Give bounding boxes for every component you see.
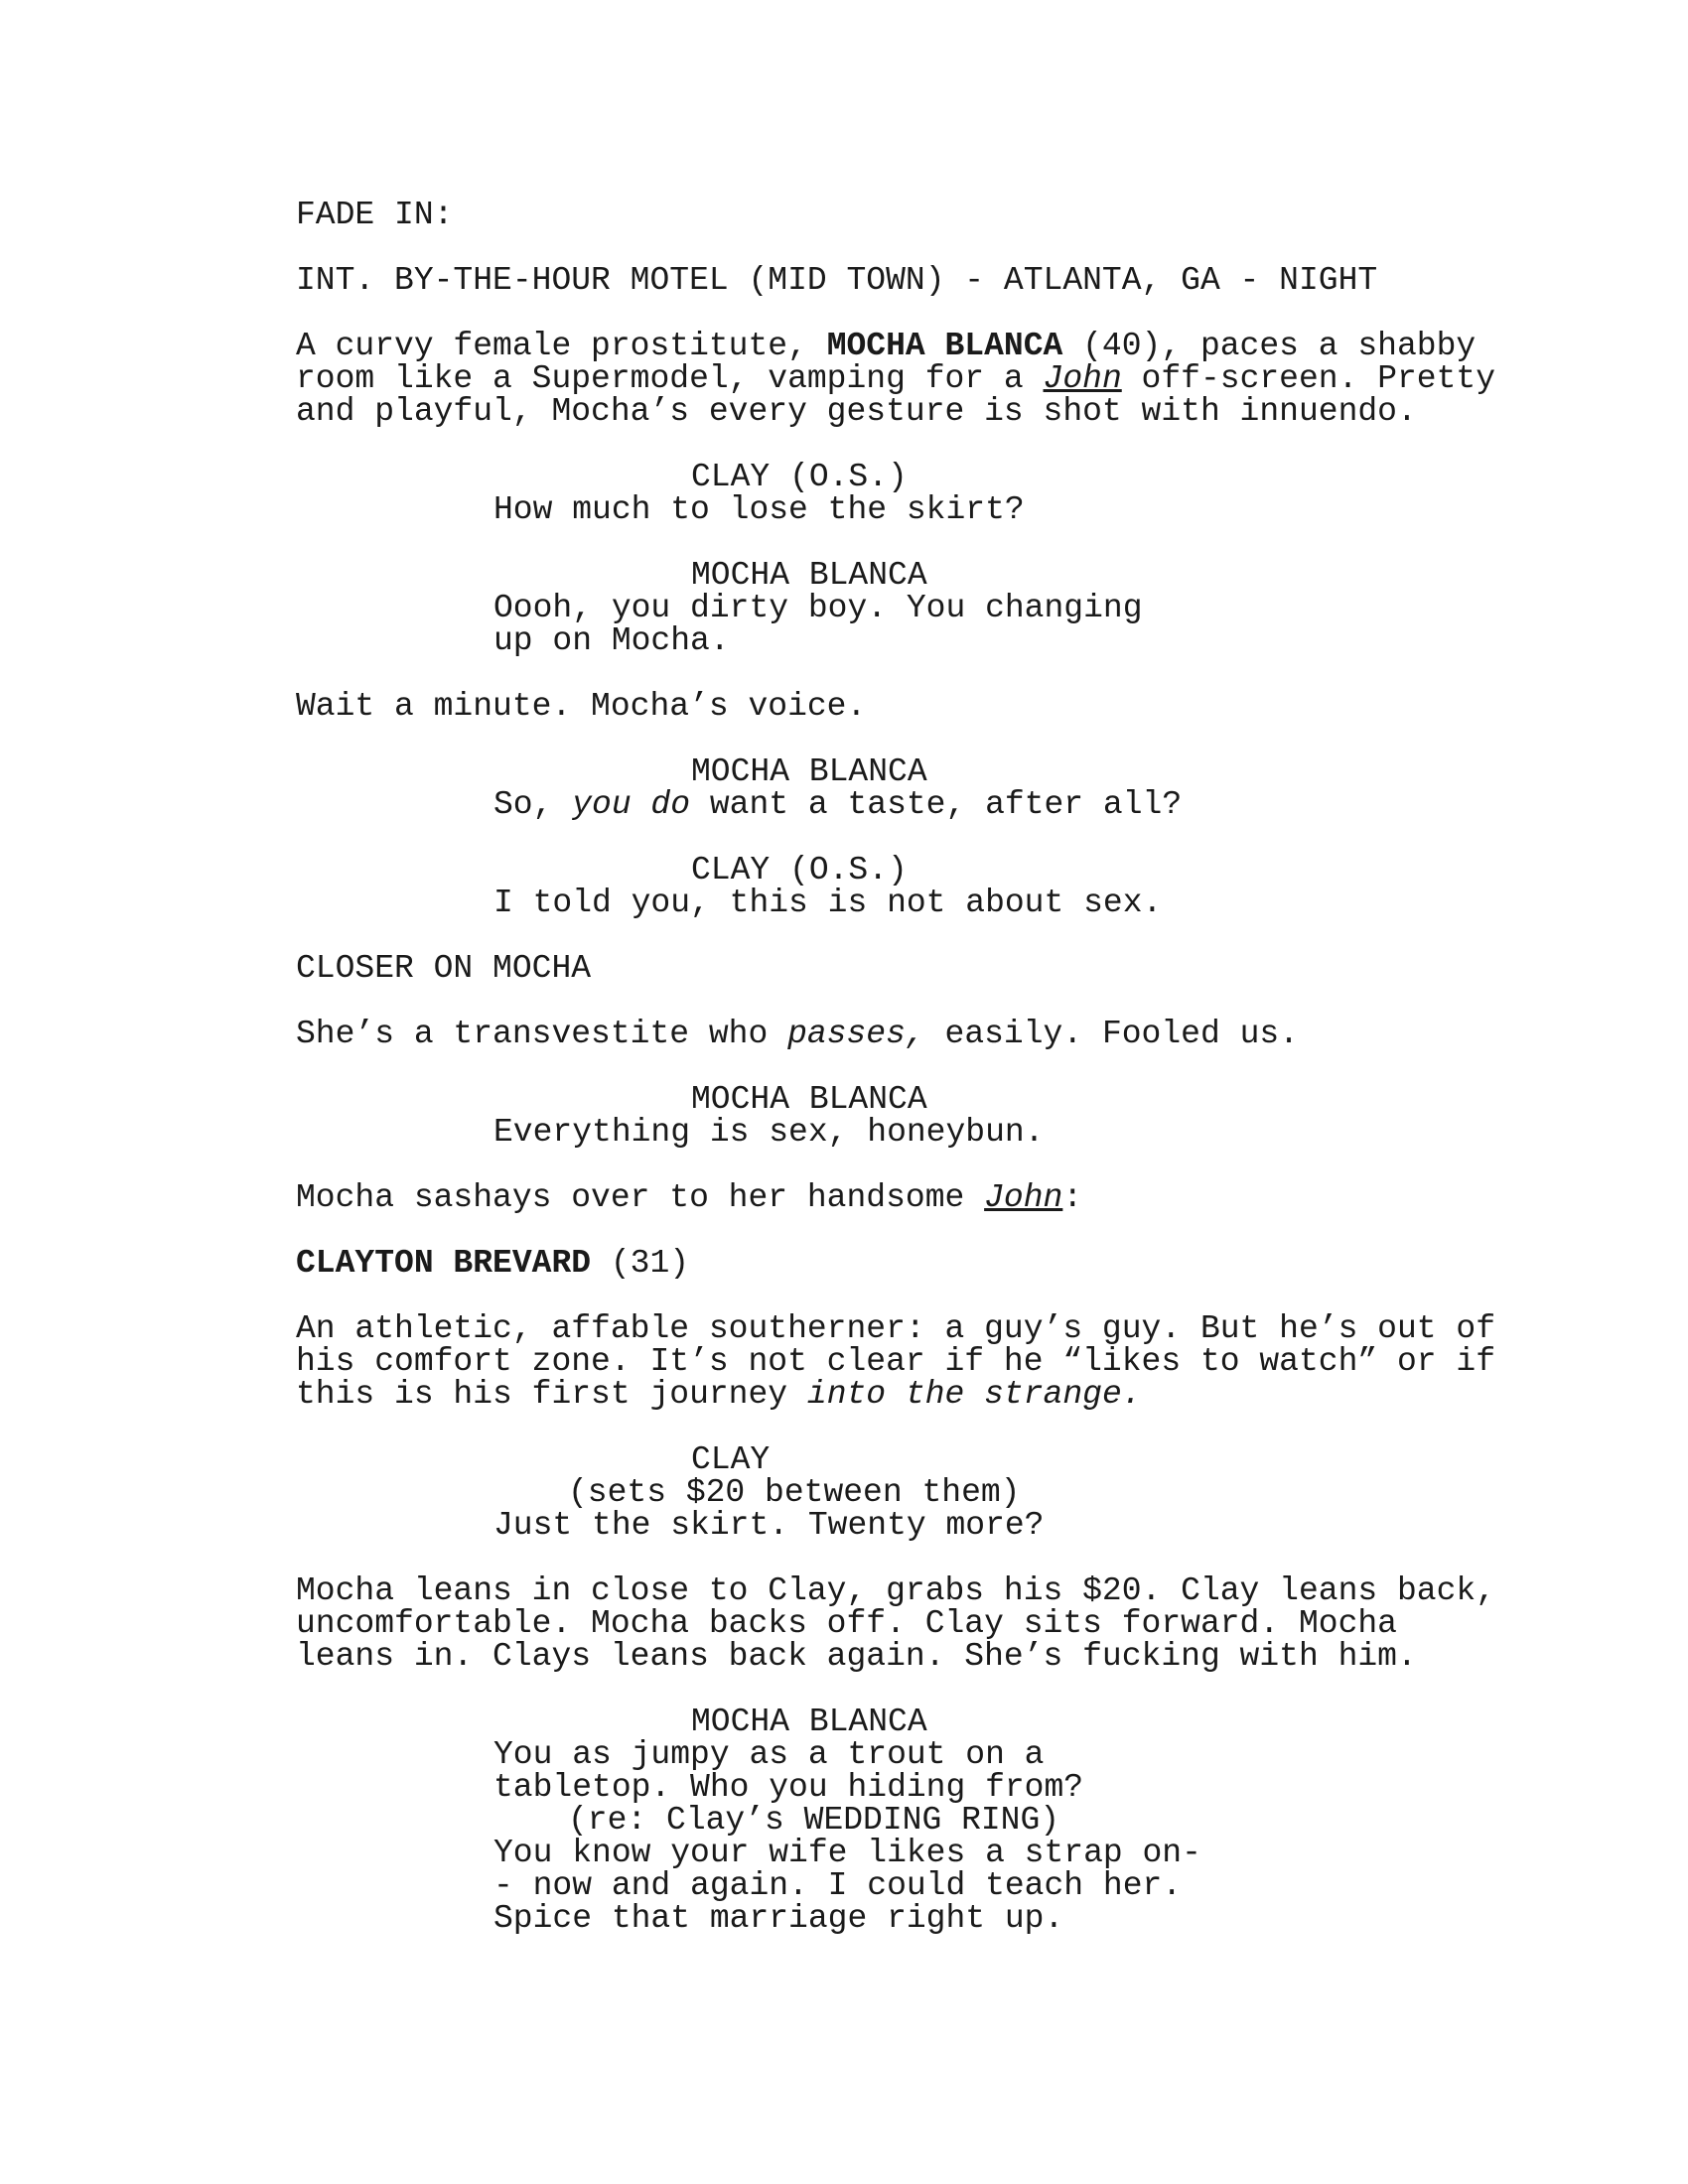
dialogue-line: Spice that marriage right up. [493, 1900, 1064, 1937]
scene-heading: INT. BY-THE-HOUR MOTEL (MID TOWN) - ATLANTA, GA - NIGHT [296, 262, 1378, 299]
character-intro: CLAYTON BREVARD [296, 1245, 592, 1282]
character-intro: MOCHA BLANCA [826, 328, 1063, 364]
action-text: She’s a transvestite who [296, 1016, 788, 1052]
action-text: (40), paces a shabby [1062, 328, 1477, 364]
character-cue: MOCHA BLANCA [691, 753, 927, 790]
action-text: off-screen. Pretty [1121, 360, 1496, 397]
character-cue: CLAY (O.S.) [691, 459, 908, 495]
action-line [296, 1018, 1299, 1050]
dialogue-line [493, 788, 1182, 821]
dialogue-line: I told you, this is not about sex. [493, 885, 1163, 921]
action-text: room like a Supermodel, vamping for a [296, 360, 1044, 397]
action-line [296, 1378, 1142, 1411]
character-cue: CLAY [691, 1441, 771, 1478]
character-cue: MOCHA BLANCA [691, 557, 927, 594]
dialogue-line: tabletop. Who you hiding from? [493, 1769, 1084, 1806]
character-cue: CLAY (O.S.) [691, 852, 908, 888]
character-age: (31) [591, 1245, 690, 1282]
emphasis-text: into the strange. [806, 1376, 1142, 1413]
dialogue-line: Everything is sex, honeybun. [493, 1114, 1045, 1151]
emphasis-text: John [1043, 360, 1122, 397]
action-line: uncomfortable. Mocha backs off. Clay sits forward. Mocha [296, 1605, 1397, 1642]
action-line: Wait a minute. Mocha’s voice. [296, 688, 867, 725]
action-line: Mocha leans in close to Clay, grabs his $20. Clay leans back, [296, 1572, 1495, 1609]
emphasis-text: passes, [787, 1016, 925, 1052]
action-text: : [1062, 1179, 1083, 1216]
action-text: this is his first journey [296, 1376, 807, 1413]
action-text: easily. Fooled us. [924, 1016, 1299, 1052]
action-text: A curvy female prostitute, [296, 328, 827, 364]
character-cue: MOCHA BLANCA [691, 1081, 927, 1118]
dialogue-line: up on Mocha. [493, 622, 730, 659]
emphasis-text: you do [572, 786, 691, 823]
action-line: his comfort zone. It’s not clear if he “likes to watch” or if [296, 1343, 1495, 1380]
dialogue-line: You as jumpy as a trout on a [493, 1736, 1045, 1773]
dialogue-text: So, [493, 786, 573, 823]
dialogue-line: Oooh, you dirty boy. You changing [493, 590, 1143, 626]
dialogue-line: You know your wife likes a strap on- [493, 1835, 1201, 1871]
dialogue-line: Just the skirt. Twenty more? [493, 1507, 1045, 1544]
action-line: leans in. Clays leans back again. She’s fucking with him. [296, 1638, 1417, 1675]
shot-heading: CLOSER ON MOCHA [296, 950, 592, 987]
character-cue: MOCHA BLANCA [691, 1704, 927, 1740]
action-line: An athletic, affable southerner: a guy’s guy. But he’s out of [296, 1310, 1495, 1347]
character-intro-line [296, 1247, 689, 1280]
transition: FADE IN: [296, 197, 454, 233]
action-line [296, 330, 1476, 362]
parenthetical: (re: Clay’s WEDDING RING) [568, 1802, 1060, 1839]
action-line [296, 1181, 1082, 1214]
dialogue-text: want a taste, after all? [690, 786, 1183, 823]
action-line: and playful, Mocha’s every gesture is shot with innuendo. [296, 393, 1417, 430]
action-line [296, 362, 1495, 395]
parenthetical: (sets $20 between them) [568, 1474, 1021, 1511]
dialogue-line: How much to lose the skirt? [493, 491, 1025, 528]
action-text: Mocha sashays over to her handsome [296, 1179, 985, 1216]
dialogue-line: - now and again. I could teach her. [493, 1867, 1183, 1904]
emphasis-text: John [984, 1179, 1063, 1216]
